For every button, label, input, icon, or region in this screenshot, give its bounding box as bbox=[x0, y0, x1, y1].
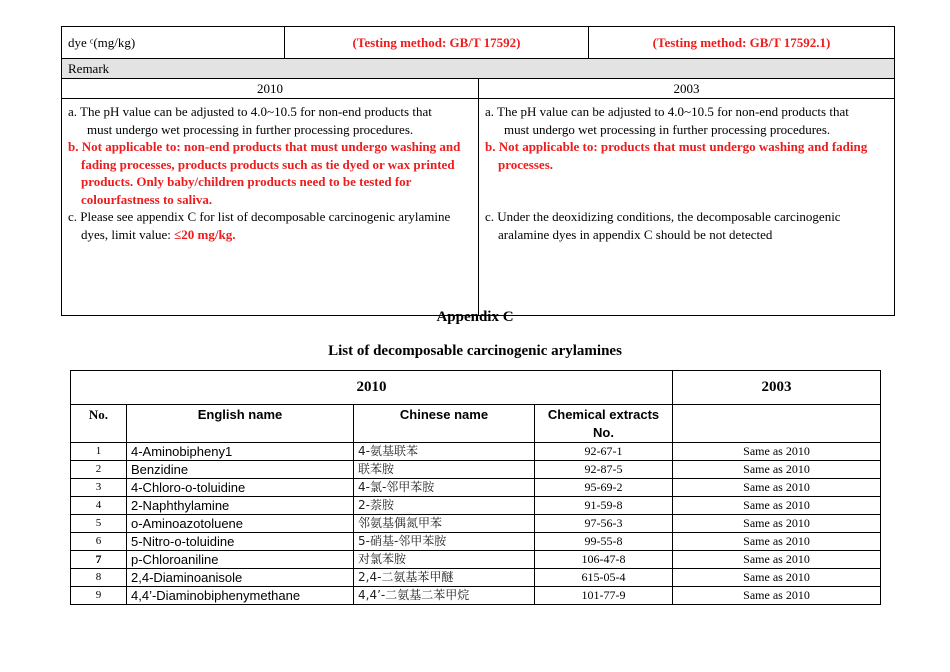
row-cas-number: 97-56-3 bbox=[535, 515, 673, 533]
row-2003-status: Same as 2010 bbox=[673, 479, 881, 497]
table-row bbox=[71, 497, 881, 515]
row-cas-number: 106-47-8 bbox=[535, 551, 673, 569]
row-chinese-name: 2-萘胺 bbox=[354, 497, 535, 515]
dye-row bbox=[62, 27, 895, 59]
row-chinese-name: 4-氨基联苯 bbox=[354, 443, 535, 461]
row-no: 8 bbox=[71, 569, 127, 587]
table-row bbox=[71, 587, 881, 605]
note-b-2003: b. Not applicable to: products that must undergo washing and fading processes. bbox=[485, 139, 868, 172]
appendix-title: Appendix C bbox=[436, 309, 514, 325]
row-chinese-name: 4,4’-二氨基二苯甲烷 bbox=[354, 587, 535, 605]
row-english-name: 4-Chloro-o-toluidine bbox=[127, 479, 354, 497]
table-row bbox=[71, 533, 881, 551]
row-cas-number: 95-69-2 bbox=[535, 479, 673, 497]
row-cas-number: 615-05-4 bbox=[535, 569, 673, 587]
arylamine-table bbox=[70, 370, 881, 605]
row-no: 5 bbox=[71, 515, 127, 533]
row-cas-number: 101-77-9 bbox=[535, 587, 673, 605]
row-2003-status: Same as 2010 bbox=[673, 587, 881, 605]
testing-method-2003: (Testing method: GB/T 17592.1) bbox=[589, 27, 895, 59]
row-english-name: 4,4’-Diaminobiphenymethane bbox=[127, 587, 354, 605]
list-title: List of decomposable carcinogenic arylamines bbox=[328, 343, 622, 359]
header-chinese-name: Chinese name bbox=[354, 405, 535, 443]
row-no: 7 bbox=[71, 551, 127, 569]
row-chinese-name: 联苯胺 bbox=[354, 461, 535, 479]
row-no: 6 bbox=[71, 533, 127, 551]
row-english-name: 4-Aminobipheny1 bbox=[127, 443, 354, 461]
row-english-name: 2,4-Diaminoanisole bbox=[127, 569, 354, 587]
note-b-2010: b. Not applicable to: non-end products that must undergo washing and fading processes, products products such as tie dyed or wax printed products. Only baby/children products need to be tested for colourfastness to saliva. bbox=[68, 139, 461, 207]
row-english-name: Benzidine bbox=[127, 461, 354, 479]
remark-year-2010: 2010 bbox=[62, 79, 479, 99]
testing-method-2010: (Testing method: GB/T 17592) bbox=[285, 27, 589, 59]
row-no: 4 bbox=[71, 497, 127, 515]
row-chinese-name: 邻氨基偶氮甲苯 bbox=[354, 515, 535, 533]
row-english-name: o-Aminoazotoluene bbox=[127, 515, 354, 533]
row-no: 9 bbox=[71, 587, 127, 605]
row-chinese-name: 对氯苯胺 bbox=[354, 551, 535, 569]
row-2003-status: Same as 2010 bbox=[673, 533, 881, 551]
row-2003-status: Same as 2010 bbox=[673, 461, 881, 479]
remark-notes-row bbox=[62, 99, 895, 316]
remark-years-row bbox=[62, 79, 895, 99]
year-2010-header: 2010 bbox=[71, 371, 673, 405]
column-header-row bbox=[71, 405, 881, 443]
limit-value: ≤20 mg/kg. bbox=[174, 226, 236, 242]
year-2003-header: 2003 bbox=[673, 371, 881, 405]
row-english-name: p-Chloroaniline bbox=[127, 551, 354, 569]
row-cas-number: 92-87-5 bbox=[535, 461, 673, 479]
row-chinese-name: 2,4-二氨基苯甲醚 bbox=[354, 569, 535, 587]
header-2003-empty bbox=[673, 405, 881, 443]
row-2003-status: Same as 2010 bbox=[673, 497, 881, 515]
row-cas-number: 92-67-1 bbox=[535, 443, 673, 461]
row-2003-status: Same as 2010 bbox=[673, 443, 881, 461]
row-no: 2 bbox=[71, 461, 127, 479]
table-row bbox=[71, 461, 881, 479]
row-english-name: 2-Naphthylamine bbox=[127, 497, 354, 515]
row-2003-status: Same as 2010 bbox=[673, 569, 881, 587]
requirements-table bbox=[61, 26, 895, 316]
row-chinese-name: 4-氯-邻甲苯胺 bbox=[354, 479, 535, 497]
header-chemical-extracts-no: Chemical extracts No. bbox=[535, 405, 673, 443]
notes-2010 bbox=[62, 99, 479, 316]
row-cas-number: 91-59-8 bbox=[535, 497, 673, 515]
table-row bbox=[71, 443, 881, 461]
table-row bbox=[71, 569, 881, 587]
remark-row bbox=[62, 59, 895, 79]
row-cas-number: 99-55-8 bbox=[535, 533, 673, 551]
year-header-row bbox=[71, 371, 881, 405]
table-row bbox=[71, 479, 881, 497]
note-c-2010: c. Please see appendix C for list of decomposable carcinogenic arylamine dyes, limit value: ≤20 mg/kg. bbox=[68, 209, 451, 242]
note-c-2003: c. Under the deoxidizing conditions, the decomposable carcinogenic aralamine dyes in appendix C should be not detected bbox=[485, 209, 841, 242]
notes-2003 bbox=[479, 99, 895, 316]
row-no: 1 bbox=[71, 443, 127, 461]
row-english-name: 5-Nitro-o-toluidine bbox=[127, 533, 354, 551]
row-2003-status: Same as 2010 bbox=[673, 551, 881, 569]
note-a-2010: a. The pH value can be adjusted to 4.0~10.5 for non-end products that must undergo wet processing in further processing procedures. bbox=[68, 104, 432, 137]
remark-year-2003: 2003 bbox=[479, 79, 895, 99]
table-row bbox=[71, 551, 881, 569]
dye-label: dye ᶜ(mg/kg) bbox=[62, 27, 285, 59]
header-no: No. bbox=[71, 405, 127, 443]
row-no: 3 bbox=[71, 479, 127, 497]
header-english-name: English name bbox=[127, 405, 354, 443]
row-2003-status: Same as 2010 bbox=[673, 515, 881, 533]
remark-label: Remark bbox=[62, 59, 895, 79]
table-row bbox=[71, 515, 881, 533]
note-a-2003: a. The pH value can be adjusted to 4.0~10.5 for non-end products that must undergo wet processing in further processing procedures. bbox=[485, 104, 849, 137]
row-chinese-name: 5-硝基-邻甲苯胺 bbox=[354, 533, 535, 551]
